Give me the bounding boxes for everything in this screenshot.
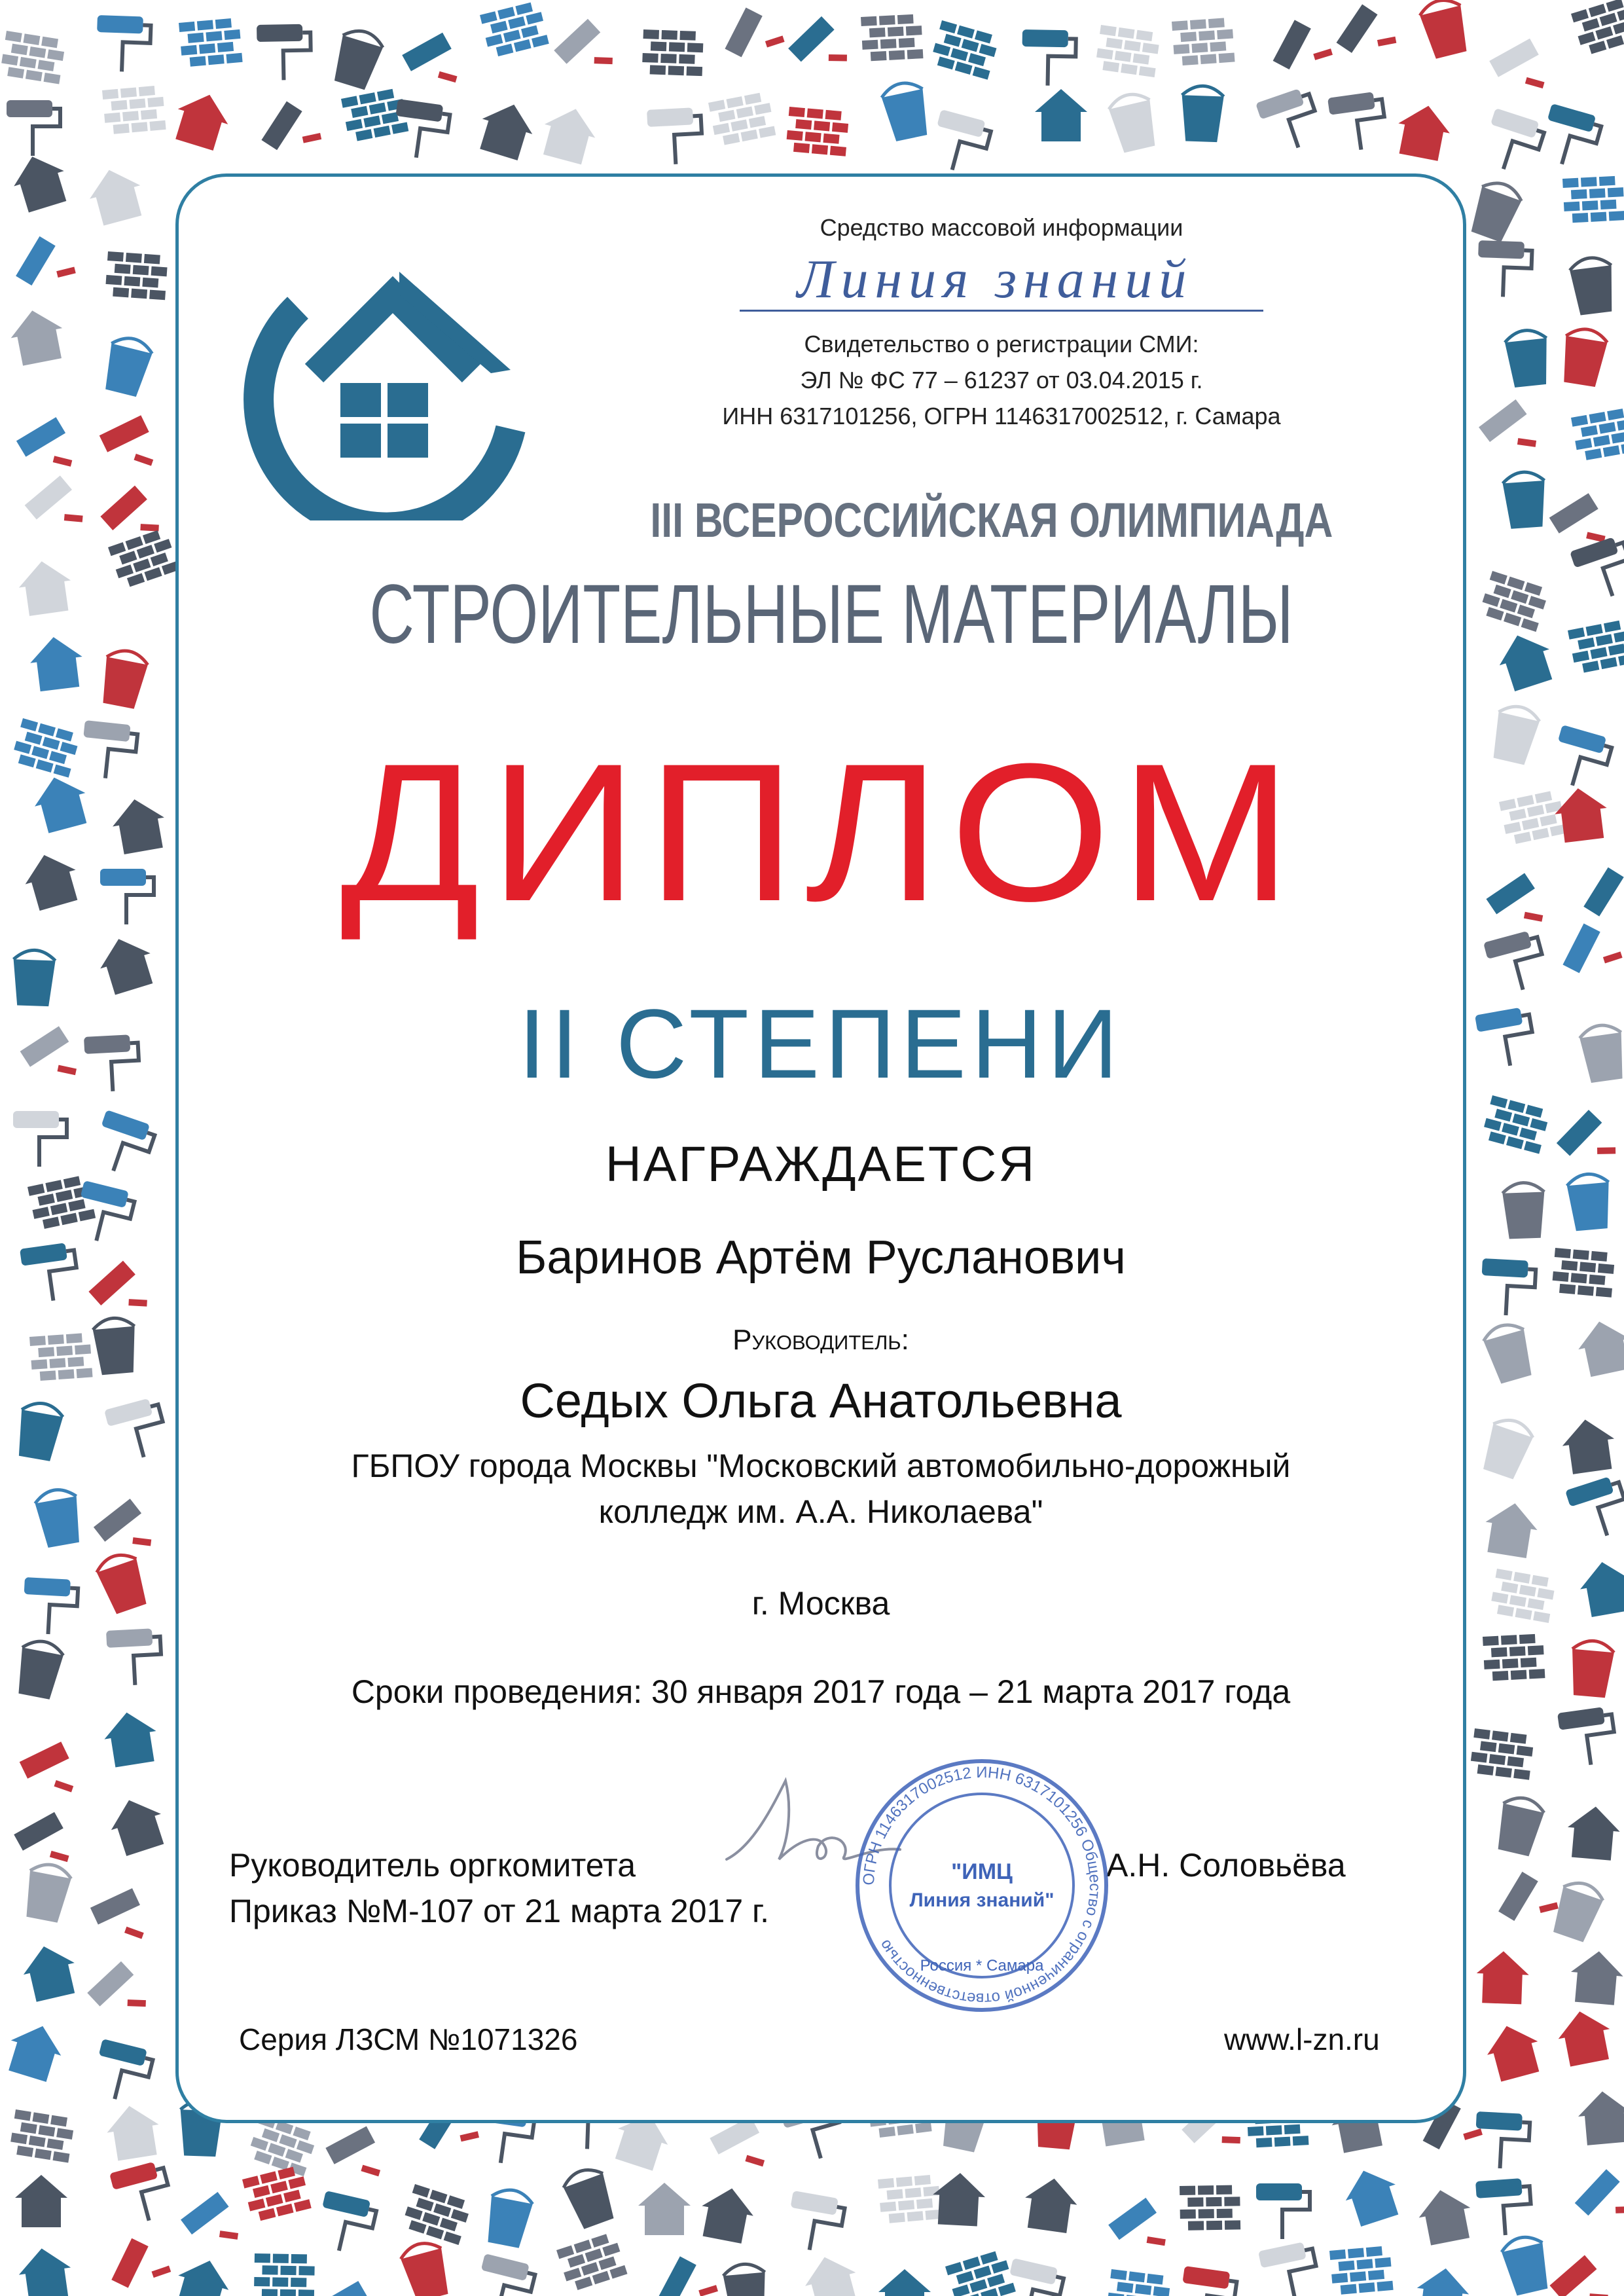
- brick-wall-icon: [642, 29, 704, 76]
- trowel-icon: [86, 1877, 157, 1941]
- trowel-icon: [554, 18, 614, 65]
- brick-wall-icon: [247, 2115, 318, 2176]
- paint-bucket-icon: [14, 1638, 65, 1701]
- supervisor-label: Руководитель:: [732, 1324, 909, 1356]
- paint-bucket-icon: [329, 26, 386, 92]
- brick-wall-icon: [1095, 25, 1161, 77]
- trowel-icon: [1330, 0, 1397, 56]
- brick-wall-icon: [254, 2253, 315, 2296]
- paint-bucket-icon: [14, 1400, 65, 1462]
- paint-roller-icon: [1570, 534, 1624, 604]
- brick-wall-icon: [945, 2249, 1016, 2296]
- house-icon: [1492, 627, 1559, 693]
- brick-wall-icon: [1571, 407, 1624, 462]
- order-reference: Приказ №М-107 от 21 марта 2017 г.: [229, 1893, 770, 1929]
- paint-bucket-icon: [1566, 1173, 1613, 1231]
- paint-roller-icon: [84, 1034, 140, 1093]
- paint-roller-icon: [1479, 108, 1547, 177]
- brick-wall-icon: [878, 2174, 942, 2224]
- paint-bucket-icon: [1466, 177, 1525, 244]
- stamp-bottom-text: Россия * Самара: [920, 1957, 1044, 1975]
- trowel-icon: [1477, 395, 1542, 448]
- paint-bucket-icon: [1549, 1878, 1606, 1944]
- house-icon: [18, 1941, 81, 2003]
- paint-bucket-icon: [880, 79, 932, 142]
- paint-roller-icon: [89, 2039, 154, 2105]
- paint-bucket-icon: [560, 2164, 619, 2231]
- brick-wall-icon: [556, 2232, 628, 2293]
- trowel-icon: [1263, 12, 1333, 73]
- house-icon: [1568, 1949, 1624, 2006]
- house-icon: [1481, 1499, 1541, 1559]
- brick-wall-icon: [785, 107, 850, 156]
- house-icon: [537, 102, 601, 166]
- paint-bucket-icon: [483, 2187, 535, 2250]
- house-icon: [638, 2183, 691, 2235]
- brick-wall-icon: [1470, 1728, 1535, 1780]
- brick-wall-icon: [179, 18, 243, 67]
- trowel-icon: [1556, 1109, 1615, 1156]
- brick-wall-icon: [1180, 2185, 1240, 2231]
- paint-bucket-icon: [1502, 471, 1548, 529]
- trowel-icon: [8, 230, 76, 289]
- paint-bucket-icon: [1568, 1639, 1615, 1698]
- olympiad-subject: СТРОИТЕЛЬНЫЕ МАТЕРИАЛЫ: [369, 568, 1293, 661]
- house-icon: [1574, 1316, 1624, 1378]
- paint-bucket-icon: [1578, 1023, 1624, 1084]
- registration-title: Свидетельство о регистрации СМИ:: [804, 331, 1199, 357]
- house-icon: [16, 2245, 75, 2296]
- paint-roller-icon: [13, 1111, 67, 1167]
- paint-roller-icon: [1177, 2266, 1238, 2296]
- paint-roller-icon: [104, 1396, 170, 1464]
- paint-roller-icon: [1475, 2178, 1533, 2237]
- house-icon: [7, 306, 68, 367]
- house-icon: [170, 2253, 235, 2296]
- paint-bucket-icon: [22, 1861, 73, 1924]
- house-icon: [1393, 101, 1454, 162]
- trowel-icon: [179, 2187, 244, 2241]
- paint-bucket-icon: [12, 949, 56, 1006]
- house-icon: [1415, 2185, 1476, 2247]
- house-icon: [16, 558, 75, 617]
- house-logo-icon: [236, 232, 576, 520]
- trowel-icon: [101, 2230, 171, 2292]
- paint-roller-icon: [96, 15, 151, 73]
- brick-wall-icon: [480, 1, 549, 58]
- house-icon: [1552, 785, 1610, 843]
- paint-roller-icon: [471, 2253, 537, 2296]
- paint-bucket-icon: [1504, 329, 1551, 388]
- diploma-title: ДИПЛОМ: [340, 722, 1302, 942]
- brick-wall-icon: [1571, 0, 1624, 56]
- paint-bucket-icon: [1418, 0, 1472, 60]
- house-icon: [19, 848, 84, 913]
- brick-wall-icon: [1499, 790, 1567, 846]
- brick-wall-icon: [102, 85, 166, 135]
- paint-bucket-icon: [1568, 255, 1617, 316]
- brick-wall-icon: [1481, 1095, 1550, 1154]
- brick-wall-icon: [0, 31, 66, 84]
- institution-line-1: ГБПОУ города Москвы "Московский автомобильно-дорожный: [351, 1448, 1291, 1484]
- trowel-icon: [1546, 486, 1614, 543]
- brick-wall-icon: [401, 2184, 473, 2245]
- paint-roller-icon: [1327, 91, 1388, 154]
- brand-name: Линия знаний: [797, 249, 1193, 310]
- house-icon: [1475, 1950, 1530, 2005]
- recipient-name: Баринов Артём Русланович: [516, 1231, 1126, 1284]
- house-icon: [1035, 89, 1087, 141]
- paint-roller-icon: [106, 1628, 162, 1686]
- paint-roller-icon: [88, 1110, 157, 1180]
- trowel-icon: [1549, 2253, 1611, 2296]
- brick-wall-icon: [1562, 175, 1624, 223]
- trowel-icon: [17, 1019, 84, 1076]
- trowel-icon: [99, 484, 161, 533]
- paint-bucket-icon: [1479, 1415, 1536, 1481]
- website-link[interactable]: www.l-zn.ru: [1224, 2022, 1380, 2056]
- brick-wall-icon: [29, 1333, 93, 1381]
- brick-wall-icon: [105, 251, 168, 300]
- organizer-head-title: Руководитель оргкомитета: [229, 1847, 636, 1884]
- trowel-icon: [315, 2272, 384, 2296]
- paint-roller-icon: [1475, 1006, 1538, 1070]
- awarded-label: НАГРАЖДАЕТСЯ: [605, 1137, 1037, 1192]
- brand-underline: [740, 310, 1263, 312]
- brick-wall-icon: [1172, 18, 1235, 66]
- event-dates: Сроки проведения: 30 января 2017 года – 21 марта 2017 года: [351, 1673, 1291, 1710]
- house-icon: [101, 1708, 161, 1768]
- paint-roller-icon: [1474, 2111, 1530, 2170]
- paint-roller-icon: [1022, 29, 1076, 86]
- house-icon: [1576, 1558, 1624, 1618]
- stamp-center-line-2: Линия знаний": [909, 1889, 1055, 1911]
- brick-wall-icon: [1329, 2246, 1394, 2295]
- brick-wall-icon: [1106, 2269, 1172, 2296]
- institution-line-2: колледж им. А.А. Николаева": [598, 1493, 1043, 1530]
- diploma-degree: II СТЕПЕНИ: [518, 989, 1124, 1099]
- organizer-head-name: А.Н. Соловьёва: [1106, 1847, 1346, 1884]
- house-icon: [1554, 2007, 1615, 2068]
- house-icon: [15, 2175, 67, 2227]
- house-icon: [1576, 2089, 1624, 2146]
- trowel-icon: [1490, 1865, 1559, 1924]
- brick-wall-icon: [1483, 1633, 1545, 1681]
- house-icon: [27, 634, 86, 692]
- house-icon: [103, 2102, 164, 2162]
- trowel-icon: [399, 24, 468, 84]
- paint-roller-icon: [257, 24, 311, 81]
- brick-wall-icon: [1479, 571, 1550, 632]
- trowel-icon: [92, 1495, 156, 1547]
- paint-bucket-icon: [94, 1550, 151, 1616]
- house-icon: [170, 87, 235, 153]
- trowel-icon: [1486, 29, 1555, 90]
- trowel-icon: [1553, 915, 1623, 977]
- paint-roller-icon: [7, 100, 60, 156]
- paint-roller-icon: [1477, 240, 1532, 298]
- trowel-icon: [1574, 2168, 1624, 2216]
- paint-roller-icon: [22, 1577, 79, 1635]
- paint-bucket-icon: [1107, 90, 1160, 154]
- series-number: Серия ЛЗСМ №1071326: [239, 2022, 578, 2056]
- paint-roller-icon: [79, 720, 138, 781]
- paint-bucket-icon: [723, 2263, 769, 2296]
- paint-roller-icon: [927, 109, 993, 177]
- paint-roller-icon: [1258, 2240, 1322, 2296]
- paint-roller-icon: [1547, 725, 1614, 793]
- house-icon: [1559, 1416, 1618, 1475]
- inn-ogrn: ИНН 6317101256, ОГРН 1146317002512, г. Самара: [722, 403, 1281, 429]
- trowel-icon: [88, 1259, 149, 1308]
- brick-wall-icon: [1489, 1569, 1556, 1623]
- trowel-icon: [322, 2117, 392, 2178]
- paint-roller-icon: [1256, 2183, 1310, 2239]
- paint-bucket-icon: [1481, 1320, 1536, 1385]
- house-icon: [799, 2250, 863, 2296]
- brick-wall-icon: [861, 14, 923, 62]
- house-icon: [1565, 1804, 1622, 1861]
- house-icon: [474, 97, 539, 162]
- stamp-center-line-1: "ИМЦ: [951, 1859, 1013, 1884]
- paint-roller-icon: [1537, 103, 1604, 172]
- brick-wall-icon: [10, 718, 81, 778]
- trowel-icon: [1576, 862, 1624, 919]
- brick-wall-icon: [708, 91, 776, 146]
- brick-wall-icon: [1568, 619, 1624, 674]
- paint-roller-icon: [20, 1242, 81, 1305]
- paint-bucket-icon: [1502, 1182, 1546, 1239]
- brick-wall-icon: [1551, 1248, 1615, 1298]
- trowel-icon: [24, 473, 86, 524]
- brick-wall-icon: [108, 528, 179, 589]
- trowel-icon: [788, 16, 848, 63]
- paint-roller-icon: [1565, 1474, 1624, 1544]
- city: г. Москва: [751, 1585, 890, 1622]
- house-icon: [1413, 2265, 1471, 2296]
- brick-wall-icon: [9, 2109, 75, 2163]
- trowel-icon: [715, 0, 785, 62]
- house-icon: [104, 1792, 170, 1858]
- paint-bucket-icon: [33, 1487, 84, 1549]
- paint-roller-icon: [647, 107, 703, 166]
- paint-roller-icon: [109, 2160, 175, 2227]
- trowel-icon: [87, 1960, 147, 2008]
- paint-roller-icon: [314, 2191, 378, 2257]
- house-icon: [931, 2172, 986, 2227]
- trowel-icon: [255, 96, 322, 153]
- paint-roller-icon: [1480, 1258, 1536, 1317]
- olympiad-title: III ВСЕРОССИЙСКАЯ ОЛИМПИАДА: [650, 493, 1333, 547]
- paint-bucket-icon: [398, 2239, 453, 2296]
- house-icon: [1021, 2175, 1080, 2234]
- paint-bucket-icon: [100, 334, 154, 398]
- house-icon: [84, 163, 148, 227]
- house-icon: [3, 2018, 68, 2084]
- supervisor-name: Седых Ольга Анатольевна: [520, 1374, 1122, 1428]
- house-icon: [696, 2183, 758, 2245]
- house-icon: [29, 771, 93, 835]
- paint-bucket-icon: [1180, 85, 1224, 142]
- paint-roller-icon: [1255, 86, 1324, 156]
- house-icon: [1481, 2019, 1545, 2083]
- brick-wall-icon: [929, 20, 1000, 80]
- house-icon: [1339, 2162, 1405, 2229]
- paint-bucket-icon: [1493, 1794, 1546, 1857]
- paint-roller-icon: [784, 2191, 846, 2255]
- paint-bucket-icon: [1500, 2233, 1553, 2296]
- trowel-icon: [95, 405, 166, 467]
- media-type-label: Средство массовой информации: [820, 214, 1183, 241]
- paint-bucket-icon: [98, 647, 150, 710]
- house-icon: [878, 2269, 931, 2296]
- trowel-icon: [15, 1731, 86, 1793]
- paint-roller-icon: [1557, 1706, 1618, 1769]
- paint-bucket-icon: [1559, 326, 1609, 388]
- registration-number: ЭЛ № ФС 77 – 61237 от 03.04.2015 г.: [800, 367, 1203, 393]
- trowel-icon: [13, 409, 81, 468]
- organization-stamp: [851, 1755, 1113, 2016]
- trowel-icon: [1106, 2193, 1172, 2247]
- trowel-icon: [649, 2249, 719, 2296]
- stamp-outer-text: ОГРН 1146317002512 ИНН 6317101256 Общество с ограниченной ответственностью: [859, 1763, 1104, 2008]
- paint-bucket-icon: [92, 1317, 139, 1376]
- trowel-icon: [10, 1803, 80, 1863]
- house-icon: [7, 149, 73, 215]
